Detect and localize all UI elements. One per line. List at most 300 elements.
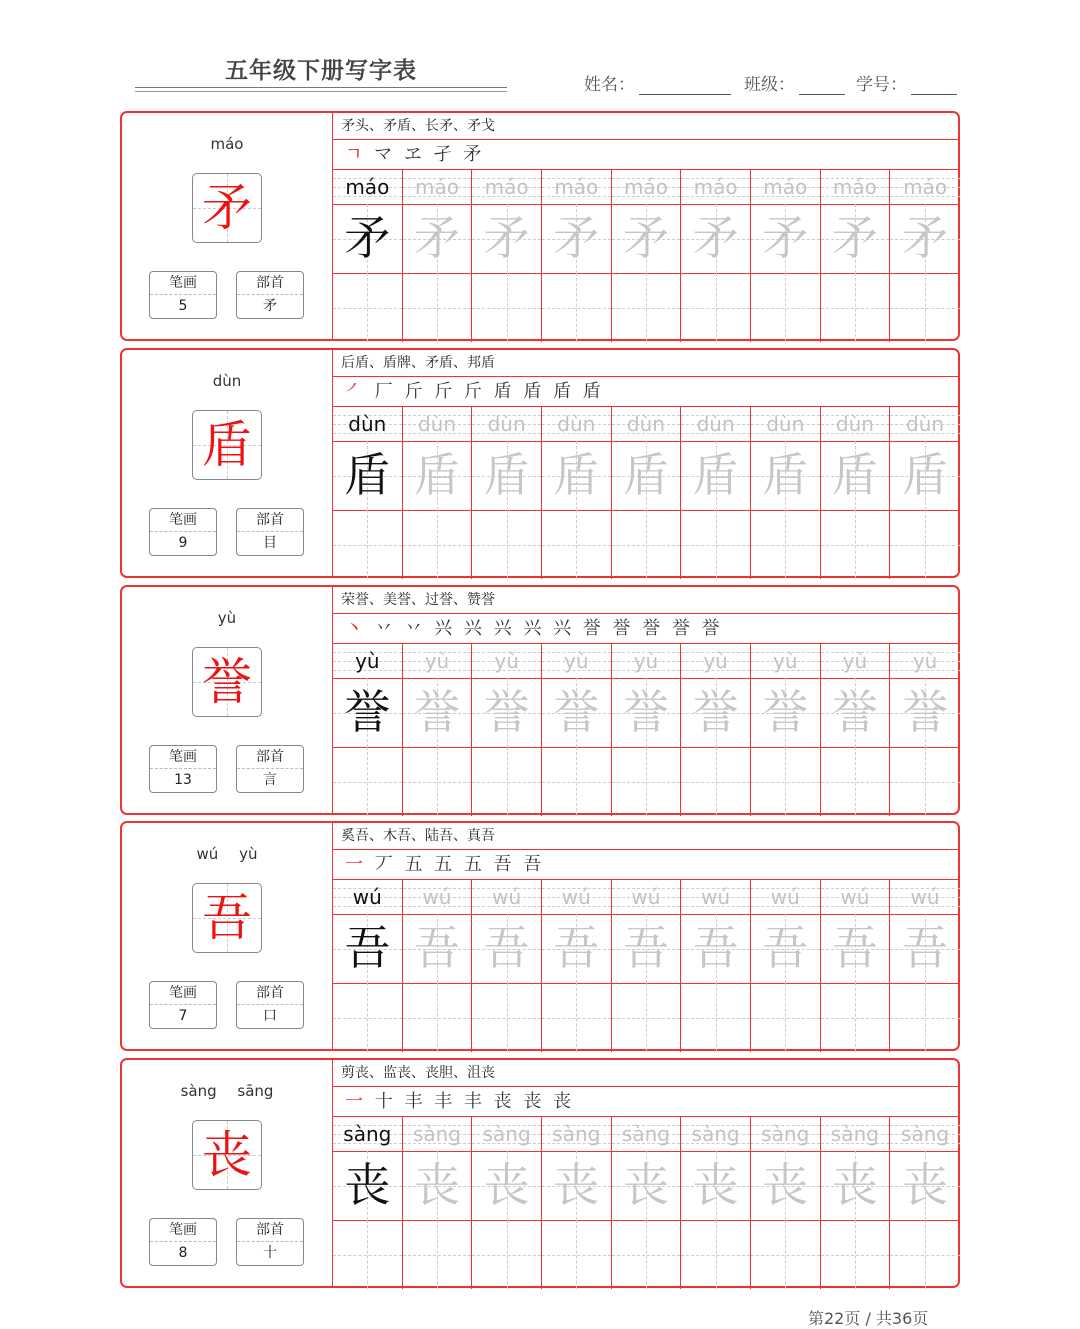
stroke-count-box (149, 508, 217, 556)
number-field[interactable] (856, 70, 957, 95)
radical-box (236, 745, 304, 793)
char-trace-cell[interactable] (751, 678, 821, 747)
character-info (122, 1060, 333, 1286)
pinyin-practice-cell[interactable] (890, 1117, 960, 1151)
pinyin-trace: wú (840, 885, 870, 909)
pinyin-trace: máo (484, 175, 529, 199)
radical-value: 言 (263, 772, 277, 788)
char-practice-cell[interactable] (333, 983, 403, 1052)
character-info (122, 587, 333, 813)
char-trace-cell[interactable] (333, 1151, 403, 1220)
char-trace-cell[interactable] (821, 204, 891, 273)
pinyin-trace: yù (633, 649, 659, 673)
char-trace: 丧 (762, 1158, 809, 1212)
char-trace-cell[interactable] (333, 441, 403, 510)
char-display (192, 647, 262, 717)
char-trace: 誉 (762, 685, 809, 739)
char-trace: 矛 (831, 211, 878, 265)
stroke-count-value: 9 (178, 535, 188, 551)
pinyin-practice-cell[interactable] (890, 407, 960, 441)
char-practice-cell[interactable] (681, 273, 751, 342)
char-practice-cell[interactable] (403, 747, 473, 816)
char-trace: 矛 (622, 211, 669, 265)
pinyin-trace: yù (564, 649, 589, 673)
char-trace-cell[interactable] (472, 441, 542, 510)
char-practice-cell[interactable] (681, 747, 751, 816)
pinyin-practice-cell[interactable] (751, 407, 821, 441)
pinyin-practice-cell[interactable] (333, 880, 403, 914)
char-practice-cell[interactable] (472, 747, 542, 816)
pinyin-practice-cell[interactable] (403, 170, 473, 204)
pinyin-practice-cell[interactable] (821, 170, 891, 204)
char-practice-cell[interactable] (403, 510, 473, 579)
stroke-count-label: 笔画 (150, 1219, 216, 1242)
pinyin-practice-cell[interactable] (472, 1117, 542, 1151)
class-field[interactable] (744, 70, 845, 95)
radical-label: 部首 (237, 509, 303, 532)
stroke-count-label: 笔画 (150, 982, 216, 1005)
pinyin-practice-cell[interactable] (472, 644, 542, 678)
stroke-order (333, 614, 960, 644)
pinyin-practice-cell[interactable] (542, 1117, 612, 1151)
char-trace: 丧 (413, 1158, 460, 1212)
pinyin-practice-cell[interactable] (403, 1117, 473, 1151)
char-trace: 丧 (831, 1158, 878, 1212)
pinyin-trace: yù (424, 649, 450, 673)
char-trace: 吾 (692, 921, 739, 975)
char-glyph: 矛 (202, 179, 252, 237)
char-practice-cell[interactable] (890, 510, 960, 579)
char-practice-cell[interactable] (403, 273, 473, 342)
char-trace-cell[interactable] (472, 1151, 542, 1220)
pinyin-practice-cell[interactable] (612, 644, 682, 678)
char-trace: 矛 (902, 211, 949, 265)
char-trace: 矛 (344, 211, 391, 265)
char-trace: 矛 (692, 211, 739, 265)
pinyin-practice-cell[interactable] (542, 170, 612, 204)
stroke-order-sequence: 丆 五 五 五 吾 吾 (374, 854, 545, 875)
char-trace: 誉 (344, 685, 391, 739)
char-practice-cell[interactable] (821, 1220, 891, 1289)
char-trace: 盾 (344, 448, 391, 502)
pinyin-trace: máo (554, 175, 599, 199)
pinyin-trace: máo (903, 175, 948, 199)
char-practice-cell[interactable] (403, 983, 473, 1052)
pinyin-trace: máo (832, 175, 877, 199)
char-display (192, 410, 262, 480)
char-practice-cell[interactable] (751, 747, 821, 816)
char-practice-cell[interactable] (890, 273, 960, 342)
char-practice-cell[interactable] (681, 1220, 751, 1289)
char-trace: 丧 (483, 1158, 530, 1212)
char-trace-cell[interactable] (681, 204, 751, 273)
practice-grid (333, 113, 960, 339)
character-info (122, 823, 333, 1049)
pinyin-practice-cell[interactable] (472, 170, 542, 204)
pinyin-trace: yù (703, 649, 728, 673)
char-trace: 吾 (344, 921, 391, 975)
pinyin-trace: dùn (906, 412, 945, 436)
pinyin-practice-cell[interactable] (403, 407, 473, 441)
practice-grid (333, 823, 960, 1049)
pinyin-practice-cell[interactable] (612, 880, 682, 914)
pinyin-trace: sàng (482, 1122, 531, 1146)
pinyin-practice-cell[interactable] (472, 407, 542, 441)
pinyin-practice-cell[interactable] (333, 1117, 403, 1151)
trace-row (333, 441, 960, 511)
pinyin-practice-cell[interactable] (681, 1117, 751, 1151)
pinyin-practice-cell[interactable] (333, 170, 403, 204)
pinyin-trace: sàng (691, 1122, 740, 1146)
char-practice-cell[interactable] (333, 273, 403, 342)
char-trace: 吾 (483, 921, 530, 975)
char-trace: 誉 (622, 685, 669, 739)
stroke-count-value: 8 (178, 1245, 188, 1261)
word-examples: 后盾、盾牌、矛盾、邦盾 (333, 350, 960, 377)
stroke-order-first: ㇒ (345, 381, 366, 402)
practice-grid (333, 587, 960, 813)
char-trace-cell[interactable] (333, 678, 403, 747)
char-glyph: 丧 (202, 1126, 252, 1184)
char-practice-cell[interactable] (681, 983, 751, 1052)
char-trace-cell[interactable] (890, 1151, 960, 1220)
radical-value: 矛 (263, 298, 277, 314)
pinyin-trace: wú (701, 885, 731, 909)
pinyin-practice-cell[interactable] (333, 407, 403, 441)
stroke-count-box (149, 981, 217, 1029)
pinyin-trace: dùn (487, 412, 526, 436)
char-practice-cell[interactable] (751, 983, 821, 1052)
pinyin-trace: dùn (626, 412, 665, 436)
char-trace-cell[interactable] (681, 678, 751, 747)
char-trace-cell[interactable] (472, 204, 542, 273)
pinyin-trace: dùn (417, 412, 456, 436)
stroke-order-first: 丶 (345, 618, 366, 639)
pinyin-practice-cell[interactable] (403, 880, 473, 914)
char-practice-cell[interactable] (890, 983, 960, 1052)
char-practice-cell[interactable] (542, 1220, 612, 1289)
pinyin-trace: sàng (761, 1122, 810, 1146)
char-trace: 丧 (622, 1158, 669, 1212)
char-trace-cell[interactable] (821, 1151, 891, 1220)
char-trace-cell[interactable] (890, 678, 960, 747)
character-info (122, 113, 333, 339)
char-practice-cell[interactable] (612, 983, 682, 1052)
stroke-order-first: 一 (345, 854, 366, 875)
pinyin-practice-cell[interactable] (890, 644, 960, 678)
pinyin-trace: dùn (348, 412, 387, 436)
char-trace-cell[interactable] (681, 914, 751, 983)
practice-row (333, 510, 960, 579)
pinyin-practice-cell[interactable] (751, 644, 821, 678)
character-block (120, 111, 960, 341)
pinyin-practice-cell[interactable] (612, 170, 682, 204)
char-trace-cell[interactable] (333, 204, 403, 273)
char-practice-cell[interactable] (333, 1220, 403, 1289)
trace-row (333, 204, 960, 274)
number-label: 学号： (856, 75, 907, 95)
char-practice-cell[interactable] (542, 273, 612, 342)
pinyin-practice-cell[interactable] (821, 644, 891, 678)
char-practice-cell[interactable] (472, 510, 542, 579)
char-trace-cell[interactable] (403, 441, 473, 510)
char-trace: 盾 (553, 448, 600, 502)
word-examples: 矛头、矛盾、长矛、矛戈 (333, 113, 960, 140)
practice-grid (333, 350, 960, 576)
practice-row (333, 273, 960, 342)
pinyin-row (333, 880, 960, 915)
char-trace-cell[interactable] (821, 678, 891, 747)
char-trace-cell[interactable] (821, 441, 891, 510)
char-trace-cell[interactable] (542, 1151, 612, 1220)
character-block (120, 821, 960, 1051)
char-trace-cell[interactable] (751, 914, 821, 983)
stroke-count-label: 笔画 (150, 509, 216, 532)
pinyin-practice-cell[interactable] (751, 880, 821, 914)
pinyin-practice-cell[interactable] (333, 644, 403, 678)
pinyin-practice-cell[interactable] (751, 1117, 821, 1151)
pinyin-practice-cell[interactable] (472, 880, 542, 914)
pinyin-practice-cell[interactable] (612, 407, 682, 441)
pinyin-trace: dùn (557, 412, 596, 436)
pinyin-trace: yù (912, 649, 938, 673)
character-block (120, 1058, 960, 1288)
pinyin-trace: yù (842, 649, 868, 673)
stroke-count-value: 7 (178, 1008, 188, 1024)
char-practice-cell[interactable] (612, 510, 682, 579)
pinyin-row (333, 1117, 960, 1152)
radical-label: 部首 (237, 982, 303, 1005)
char-trace: 吾 (622, 921, 669, 975)
radical-box (236, 508, 304, 556)
char-practice-cell[interactable] (751, 273, 821, 342)
pinyin-practice-cell[interactable] (890, 880, 960, 914)
char-trace-cell[interactable] (890, 204, 960, 273)
char-trace: 誉 (831, 685, 878, 739)
char-pinyin: dùn (212, 372, 242, 390)
trace-row (333, 1151, 960, 1221)
pinyin-practice-cell[interactable] (681, 880, 751, 914)
char-trace: 吾 (553, 921, 600, 975)
char-practice-cell[interactable] (890, 747, 960, 816)
radical-value: 十 (263, 1245, 277, 1261)
pinyin-trace: dùn (835, 412, 874, 436)
char-trace-cell[interactable] (542, 441, 612, 510)
pinyin-trace: sàng (343, 1122, 392, 1146)
char-practice-cell[interactable] (612, 273, 682, 342)
char-glyph: 盾 (202, 416, 252, 474)
char-practice-cell[interactable] (472, 1220, 542, 1289)
char-trace: 吾 (831, 921, 878, 975)
char-practice-cell[interactable] (751, 510, 821, 579)
stroke-order (333, 850, 960, 880)
char-trace-cell[interactable] (890, 441, 960, 510)
pinyin-trace: sàng (552, 1122, 601, 1146)
char-glyph: 誉 (202, 653, 252, 711)
char-practice-cell[interactable] (751, 1220, 821, 1289)
pinyin-practice-cell[interactable] (890, 170, 960, 204)
char-pinyin: máo (210, 135, 244, 153)
pinyin-trace: wú (492, 885, 522, 909)
char-practice-cell[interactable] (821, 983, 891, 1052)
char-practice-cell[interactable] (821, 273, 891, 342)
stroke-count-label: 笔画 (150, 746, 216, 769)
practice-grid (333, 1060, 960, 1286)
word-examples: 荣誉、美誉、过誉、赞誉 (333, 587, 960, 614)
char-trace-cell[interactable] (403, 204, 473, 273)
char-trace-cell[interactable] (890, 914, 960, 983)
pinyin-trace: wú (561, 885, 591, 909)
pinyin-trace: wú (352, 885, 382, 909)
stroke-order-sequence: マ ヱ 孑 矛 (374, 144, 485, 165)
char-practice-cell[interactable] (821, 747, 891, 816)
name-blank[interactable] (639, 76, 731, 95)
char-display (192, 1120, 262, 1190)
word-examples: 剪丧、监丧、丧胆、沮丧 (333, 1060, 960, 1087)
pinyin-practice-cell[interactable] (681, 407, 751, 441)
char-trace-cell[interactable] (612, 441, 682, 510)
char-pinyin: wú yù (196, 845, 258, 863)
char-practice-cell[interactable] (333, 510, 403, 579)
char-trace-cell[interactable] (542, 204, 612, 273)
char-practice-cell[interactable] (333, 747, 403, 816)
radical-value: 目 (263, 535, 277, 551)
pinyin-practice-cell[interactable] (542, 880, 612, 914)
pinyin-trace: sàng (901, 1122, 950, 1146)
stroke-order (333, 140, 960, 170)
char-trace-cell[interactable] (612, 204, 682, 273)
practice-row (333, 983, 960, 1052)
char-trace-cell[interactable] (472, 914, 542, 983)
trace-row (333, 678, 960, 748)
char-trace: 矛 (483, 211, 530, 265)
pinyin-trace: máo (763, 175, 808, 199)
char-practice-cell[interactable] (612, 747, 682, 816)
char-trace: 矛 (553, 211, 600, 265)
char-practice-cell[interactable] (472, 273, 542, 342)
char-trace: 吾 (902, 921, 949, 975)
char-trace-cell[interactable] (612, 914, 682, 983)
char-trace-cell[interactable] (751, 1151, 821, 1220)
pinyin-trace: wú (422, 885, 452, 909)
pinyin-trace: wú (910, 885, 940, 909)
char-trace-cell[interactable] (612, 678, 682, 747)
radical-box (236, 271, 304, 319)
pinyin-practice-cell[interactable] (751, 170, 821, 204)
char-trace-cell[interactable] (403, 914, 473, 983)
pinyin-practice-cell[interactable] (681, 644, 751, 678)
pinyin-trace: yù (494, 649, 519, 673)
char-trace-cell[interactable] (681, 441, 751, 510)
char-trace: 誉 (553, 685, 600, 739)
number-blank[interactable] (911, 76, 957, 95)
char-trace-cell[interactable] (333, 914, 403, 983)
word-examples: 奚吾、木吾、陆吾、真吾 (333, 823, 960, 850)
stroke-order-first: ㄱ (345, 144, 366, 165)
char-trace-cell[interactable] (542, 678, 612, 747)
char-glyph: 吾 (202, 889, 252, 947)
character-info (122, 350, 333, 576)
char-practice-cell[interactable] (542, 983, 612, 1052)
pinyin-practice-cell[interactable] (821, 1117, 891, 1151)
name-field[interactable] (584, 70, 731, 95)
char-trace-cell[interactable] (403, 1151, 473, 1220)
pinyin-trace: máo (345, 175, 390, 199)
pinyin-trace: wú (770, 885, 800, 909)
char-trace-cell[interactable] (542, 914, 612, 983)
pinyin-trace: sàng (830, 1122, 879, 1146)
pinyin-trace: máo (414, 175, 459, 199)
char-trace: 誉 (483, 685, 530, 739)
stroke-count-box (149, 271, 217, 319)
class-blank[interactable] (799, 76, 845, 95)
char-practice-cell[interactable] (542, 510, 612, 579)
char-trace: 矛 (762, 211, 809, 265)
character-block (120, 348, 960, 578)
char-practice-cell[interactable] (821, 510, 891, 579)
pinyin-row (333, 644, 960, 679)
stroke-order-first: 一 (345, 1091, 366, 1112)
stroke-order-sequence: 十 丰 丰 丰 丧 丧 丧 (374, 1091, 575, 1112)
practice-row (333, 1220, 960, 1289)
stroke-count-box (149, 1218, 217, 1266)
char-trace-cell[interactable] (681, 1151, 751, 1220)
char-practice-cell[interactable] (681, 510, 751, 579)
char-practice-cell[interactable] (890, 1220, 960, 1289)
pinyin-practice-cell[interactable] (681, 170, 751, 204)
name-label: 姓名： (584, 75, 635, 95)
pinyin-trace: máo (623, 175, 668, 199)
char-trace: 盾 (902, 448, 949, 502)
char-trace: 誉 (902, 685, 949, 739)
pinyin-practice-cell[interactable] (821, 407, 891, 441)
char-practice-cell[interactable] (403, 1220, 473, 1289)
char-practice-cell[interactable] (612, 1220, 682, 1289)
char-trace: 丧 (902, 1158, 949, 1212)
pinyin-practice-cell[interactable] (542, 407, 612, 441)
char-pinyin: yù (217, 609, 237, 627)
pinyin-practice-cell[interactable] (612, 1117, 682, 1151)
char-practice-cell[interactable] (542, 747, 612, 816)
char-practice-cell[interactable] (472, 983, 542, 1052)
radical-label: 部首 (237, 1219, 303, 1242)
char-trace-cell[interactable] (751, 204, 821, 273)
stroke-order (333, 377, 960, 407)
pinyin-practice-cell[interactable] (821, 880, 891, 914)
trace-row (333, 914, 960, 984)
char-trace-cell[interactable] (472, 678, 542, 747)
char-trace: 丧 (344, 1158, 391, 1212)
char-trace: 盾 (483, 448, 530, 502)
char-trace: 誉 (692, 685, 739, 739)
pinyin-trace: yù (773, 649, 798, 673)
pinyin-trace: dùn (696, 412, 735, 436)
char-trace: 吾 (762, 921, 809, 975)
char-trace: 盾 (831, 448, 878, 502)
char-trace-cell[interactable] (403, 678, 473, 747)
char-trace: 丧 (553, 1158, 600, 1212)
char-trace: 盾 (413, 448, 460, 502)
character-block (120, 585, 960, 815)
char-trace-cell[interactable] (821, 914, 891, 983)
pinyin-practice-cell[interactable] (403, 644, 473, 678)
pinyin-trace: yù (355, 649, 380, 673)
pinyin-practice-cell[interactable] (542, 644, 612, 678)
pinyin-trace: sàng (621, 1122, 670, 1146)
char-trace-cell[interactable] (612, 1151, 682, 1220)
radical-label: 部首 (237, 272, 303, 295)
char-trace-cell[interactable] (751, 441, 821, 510)
